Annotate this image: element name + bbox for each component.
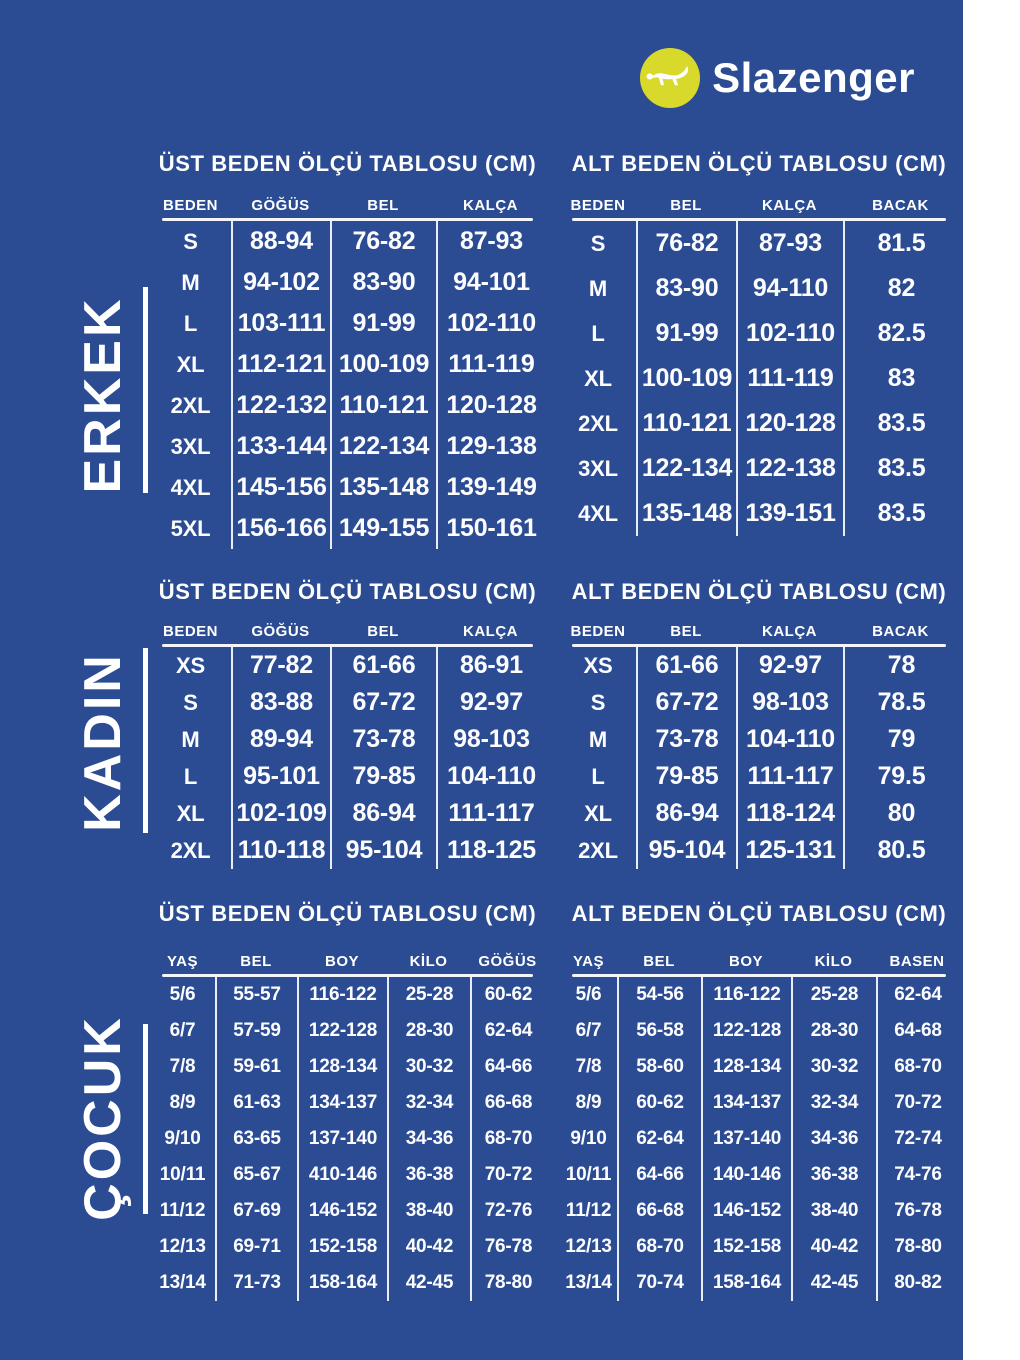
size-cell: M	[588, 726, 608, 752]
value-cell: 122-134	[636, 446, 736, 491]
size-cell: 2XL	[578, 410, 618, 436]
value-cell: 146-152	[701, 1193, 791, 1229]
table-title: ÜST BEDEN ÖLÇÜ TABLOSU (CM)	[158, 901, 537, 926]
value-cell: 32-34	[387, 1085, 470, 1121]
column-header: YAŞ	[573, 953, 604, 970]
value-cell: 102-110	[436, 303, 545, 344]
value-cell: 68-70	[470, 1121, 545, 1157]
value-cell: 102-109	[231, 795, 330, 832]
size-cell: 4XL	[578, 500, 618, 526]
size-cell: M	[181, 269, 200, 295]
value-cell: 57-59	[215, 1013, 297, 1049]
value-cell: 71-73	[215, 1265, 297, 1301]
table-body	[560, 221, 958, 536]
value-cell: 88-94	[231, 221, 330, 262]
column-header: BOY	[324, 953, 359, 970]
value-cell: 25-28	[387, 977, 470, 1013]
column-header: BEL	[367, 623, 399, 640]
column-header: BEDEN	[570, 197, 626, 214]
value-cell: 83	[843, 356, 958, 401]
column-header: KALÇA	[463, 197, 518, 214]
value-cell: 81.5	[843, 221, 958, 266]
value-cell: 134-137	[297, 1085, 387, 1121]
value-cell: 133-144	[231, 426, 330, 467]
value-cell: 110-118	[231, 832, 330, 869]
column-header: KALÇA	[463, 623, 518, 640]
value-cell: 120-128	[736, 401, 843, 446]
column-header: BEL	[367, 197, 399, 214]
section-label-bar-kadin	[143, 648, 148, 833]
value-cell: 111-119	[436, 344, 545, 385]
value-cell: 128-134	[701, 1049, 791, 1085]
value-cell: 72-76	[470, 1193, 545, 1229]
table-header-row	[560, 622, 958, 642]
table-body	[560, 977, 958, 1301]
value-cell: 137-140	[297, 1121, 387, 1157]
table-body	[560, 647, 958, 869]
value-cell: 98-103	[736, 684, 843, 721]
value-cell: 116-122	[297, 977, 387, 1013]
value-cell: 135-148	[636, 491, 736, 536]
value-cell: 149-155	[330, 508, 436, 549]
column-header: BACAK	[872, 197, 929, 214]
value-cell: 83.5	[843, 446, 958, 491]
section-label-erkek: ERKEK	[74, 296, 132, 494]
size-cell: 10/11	[565, 1164, 612, 1185]
value-cell: 102-110	[736, 311, 843, 356]
value-cell: 64-66	[470, 1049, 545, 1085]
column-header: BEL	[643, 953, 675, 970]
value-cell: 72-74	[876, 1121, 958, 1157]
value-cell: 70-74	[617, 1265, 701, 1301]
value-cell: 38-40	[791, 1193, 876, 1229]
size-cell: S	[590, 689, 606, 715]
table-header-row	[150, 952, 545, 972]
value-cell: 110-121	[330, 385, 436, 426]
value-cell: 68-70	[876, 1049, 958, 1085]
size-cell: 11/12	[565, 1200, 612, 1221]
value-cell: 80	[843, 795, 958, 832]
table-title: ÜST BEDEN ÖLÇÜ TABLOSU (CM)	[158, 151, 537, 176]
value-cell: 68-70	[617, 1229, 701, 1265]
value-cell: 54-56	[617, 977, 701, 1013]
value-cell: 30-32	[791, 1049, 876, 1085]
size-cell: XS	[176, 652, 205, 678]
value-cell: 76-78	[470, 1229, 545, 1265]
table-header-row	[560, 196, 958, 216]
size-cell: 10/11	[159, 1164, 206, 1185]
value-cell: 118-124	[736, 795, 843, 832]
value-cell: 120-128	[436, 385, 545, 426]
value-cell: 122-128	[297, 1013, 387, 1049]
table-body	[150, 647, 545, 869]
value-cell: 62-64	[876, 977, 958, 1013]
value-cell: 79-85	[330, 758, 436, 795]
value-cell: 103-111	[231, 303, 330, 344]
column-header: BASEN	[889, 953, 945, 970]
value-cell: 40-42	[387, 1229, 470, 1265]
slazenger-panther-icon	[640, 48, 700, 108]
value-cell: 129-138	[436, 426, 545, 467]
value-cell: 63-65	[215, 1121, 297, 1157]
table-body	[150, 977, 545, 1301]
value-cell: 61-66	[330, 647, 436, 684]
value-cell: 139-149	[436, 467, 545, 508]
value-cell: 410-146	[297, 1157, 387, 1193]
erkek-upper-size-table	[150, 150, 545, 549]
value-cell: 91-99	[330, 303, 436, 344]
table-header-row	[150, 622, 545, 642]
size-cell: XL	[176, 800, 205, 826]
column-header: BEL	[670, 623, 702, 640]
value-cell: 122-134	[330, 426, 436, 467]
value-cell: 60-62	[470, 977, 545, 1013]
value-cell: 158-164	[701, 1265, 791, 1301]
value-cell: 100-109	[636, 356, 736, 401]
size-cell: 7/8	[575, 1056, 602, 1077]
column-header: KALÇA	[762, 623, 817, 640]
table-header-row	[560, 952, 958, 972]
value-cell: 79.5	[843, 758, 958, 795]
size-cell: 6/7	[575, 1020, 602, 1041]
column-header: BEL	[670, 197, 702, 214]
value-cell: 100-109	[330, 344, 436, 385]
value-cell: 38-40	[387, 1193, 470, 1229]
value-cell: 122-128	[701, 1013, 791, 1049]
column-header: BEDEN	[162, 197, 218, 214]
table-title: ALT BEDEN ÖLÇÜ TABLOSU (CM)	[571, 151, 947, 176]
cocuk-lower-size-table	[560, 900, 958, 1301]
value-cell: 64-66	[617, 1157, 701, 1193]
section-label-bar-erkek	[143, 287, 148, 493]
value-cell: 74-76	[876, 1157, 958, 1193]
value-cell: 78-80	[470, 1265, 545, 1301]
value-cell: 30-32	[387, 1049, 470, 1085]
value-cell: 152-158	[701, 1229, 791, 1265]
value-cell: 78.5	[843, 684, 958, 721]
value-cell: 87-93	[436, 221, 545, 262]
size-cell: XL	[176, 351, 205, 377]
value-cell: 65-67	[215, 1157, 297, 1193]
value-cell: 104-110	[436, 758, 545, 795]
value-cell: 64-68	[876, 1013, 958, 1049]
size-cell: 13/14	[159, 1272, 206, 1293]
column-header: KİLO	[409, 953, 448, 970]
value-cell: 79-85	[636, 758, 736, 795]
value-cell: 76-82	[636, 221, 736, 266]
value-cell: 61-63	[215, 1085, 297, 1121]
size-cell: 4XL	[170, 474, 211, 500]
value-cell: 98-103	[436, 721, 545, 758]
size-cell: XS	[583, 652, 613, 678]
table-title: ÜST BEDEN ÖLÇÜ TABLOSU (CM)	[158, 579, 537, 604]
value-cell: 146-152	[297, 1193, 387, 1229]
value-cell: 34-36	[791, 1121, 876, 1157]
kadin-upper-size-table	[150, 578, 545, 869]
value-cell: 40-42	[791, 1229, 876, 1265]
brand-wordmark: Slazenger	[712, 54, 915, 101]
size-cell: 3XL	[578, 455, 618, 481]
size-cell: XL	[584, 800, 612, 826]
table-title: ALT BEDEN ÖLÇÜ TABLOSU (CM)	[571, 579, 947, 604]
value-cell: 94-101	[436, 262, 545, 303]
value-cell: 60-62	[617, 1085, 701, 1121]
value-cell: 94-110	[736, 266, 843, 311]
value-cell: 139-151	[736, 491, 843, 536]
value-cell: 112-121	[231, 344, 330, 385]
value-cell: 145-156	[231, 467, 330, 508]
value-cell: 78-80	[876, 1229, 958, 1265]
size-cell: 11/12	[159, 1200, 206, 1221]
value-cell: 34-36	[387, 1121, 470, 1157]
value-cell: 83-88	[231, 684, 330, 721]
value-cell: 61-66	[636, 647, 736, 684]
value-cell: 69-71	[215, 1229, 297, 1265]
value-cell: 83.5	[843, 491, 958, 536]
value-cell: 36-38	[791, 1157, 876, 1193]
column-header: BEDEN	[162, 623, 218, 640]
value-cell: 83.5	[843, 401, 958, 446]
column-header: KALÇA	[762, 197, 817, 214]
value-cell: 128-134	[297, 1049, 387, 1085]
value-cell: 79	[843, 721, 958, 758]
value-cell: 95-101	[231, 758, 330, 795]
brand-logo	[640, 48, 915, 108]
erkek-lower-size-table	[560, 150, 958, 536]
value-cell: 80.5	[843, 832, 958, 869]
value-cell: 95-104	[330, 832, 436, 869]
table-title: ALT BEDEN ÖLÇÜ TABLOSU (CM)	[571, 901, 947, 926]
value-cell: 118-125	[436, 832, 545, 869]
size-cell: 8/9	[575, 1092, 602, 1113]
size-cell: 2XL	[170, 392, 211, 418]
value-cell: 77-82	[231, 647, 330, 684]
size-cell: 2XL	[170, 837, 211, 863]
value-cell: 83-90	[636, 266, 736, 311]
size-cell: S	[183, 689, 198, 715]
section-label-bar-cocuk	[143, 1024, 148, 1214]
size-cell: M	[588, 275, 608, 301]
value-cell: 73-78	[330, 721, 436, 758]
size-cell: S	[183, 228, 198, 254]
section-label-cocuk: ÇOCUK	[74, 1015, 132, 1221]
value-cell: 80-82	[876, 1265, 958, 1301]
size-cell: XL	[584, 365, 612, 391]
size-cell: 7/8	[169, 1056, 196, 1077]
cocuk-upper-size-table	[150, 900, 545, 1301]
column-header: GÖĞÜS	[478, 953, 537, 970]
value-cell: 36-38	[387, 1157, 470, 1193]
size-cell: 13/14	[565, 1272, 612, 1293]
size-cell: 12/13	[159, 1236, 206, 1257]
value-cell: 86-91	[436, 647, 545, 684]
size-cell: 5/6	[575, 984, 602, 1005]
size-cell: 9/10	[570, 1128, 607, 1149]
value-cell: 156-166	[231, 508, 330, 549]
size-cell: M	[181, 726, 200, 752]
value-cell: 62-64	[470, 1013, 545, 1049]
size-cell: 5XL	[170, 515, 211, 541]
value-cell: 92-97	[736, 647, 843, 684]
size-cell: L	[183, 763, 198, 789]
value-cell: 125-131	[736, 832, 843, 869]
value-cell: 42-45	[791, 1265, 876, 1301]
value-cell: 70-72	[470, 1157, 545, 1193]
value-cell: 150-161	[436, 508, 545, 549]
value-cell: 67-69	[215, 1193, 297, 1229]
table-header-row	[150, 196, 545, 216]
value-cell: 58-60	[617, 1049, 701, 1085]
value-cell: 66-68	[470, 1085, 545, 1121]
value-cell: 25-28	[791, 977, 876, 1013]
size-cell: L	[183, 310, 198, 336]
column-header: BACAK	[872, 623, 929, 640]
value-cell: 78	[843, 647, 958, 684]
value-cell: 122-138	[736, 446, 843, 491]
value-cell: 92-97	[436, 684, 545, 721]
section-label-kadin: KADIN	[74, 652, 132, 832]
value-cell: 87-93	[736, 221, 843, 266]
value-cell: 140-146	[701, 1157, 791, 1193]
size-cell: 5/6	[169, 984, 196, 1005]
column-header: YAŞ	[167, 953, 198, 970]
value-cell: 134-137	[701, 1085, 791, 1121]
value-cell: 137-140	[701, 1121, 791, 1157]
table-body	[150, 221, 545, 549]
size-cell: 3XL	[170, 433, 211, 459]
value-cell: 32-34	[791, 1085, 876, 1121]
column-header: GÖĞÜS	[251, 197, 310, 214]
value-cell: 73-78	[636, 721, 736, 758]
column-header: GÖĞÜS	[251, 623, 310, 640]
value-cell: 82	[843, 266, 958, 311]
size-cell: S	[590, 230, 606, 256]
value-cell: 76-82	[330, 221, 436, 262]
size-cell: 2XL	[578, 837, 618, 863]
value-cell: 56-58	[617, 1013, 701, 1049]
value-cell: 94-102	[231, 262, 330, 303]
value-cell: 86-94	[330, 795, 436, 832]
value-cell: 42-45	[387, 1265, 470, 1301]
value-cell: 104-110	[736, 721, 843, 758]
size-cell: L	[591, 320, 605, 346]
column-header: BEDEN	[570, 623, 626, 640]
value-cell: 111-117	[736, 758, 843, 795]
value-cell: 91-99	[636, 311, 736, 356]
value-cell: 111-119	[736, 356, 843, 401]
value-cell: 95-104	[636, 832, 736, 869]
value-cell: 62-64	[617, 1121, 701, 1157]
value-cell: 110-121	[636, 401, 736, 446]
value-cell: 86-94	[636, 795, 736, 832]
value-cell: 66-68	[617, 1193, 701, 1229]
value-cell: 152-158	[297, 1229, 387, 1265]
value-cell: 135-148	[330, 467, 436, 508]
value-cell: 82.5	[843, 311, 958, 356]
value-cell: 59-61	[215, 1049, 297, 1085]
value-cell: 67-72	[330, 684, 436, 721]
value-cell: 89-94	[231, 721, 330, 758]
column-header: BOY	[728, 953, 763, 970]
value-cell: 76-78	[876, 1193, 958, 1229]
size-cell: 8/9	[169, 1092, 196, 1113]
value-cell: 111-117	[436, 795, 545, 832]
size-cell: 9/10	[164, 1128, 201, 1149]
value-cell: 70-72	[876, 1085, 958, 1121]
value-cell: 122-132	[231, 385, 330, 426]
value-cell: 28-30	[387, 1013, 470, 1049]
size-cell: L	[591, 763, 605, 789]
value-cell: 28-30	[791, 1013, 876, 1049]
value-cell: 67-72	[636, 684, 736, 721]
value-cell: 116-122	[701, 977, 791, 1013]
kadin-lower-size-table	[560, 578, 958, 869]
size-cell: 6/7	[169, 1020, 196, 1041]
column-header: KİLO	[814, 953, 853, 970]
value-cell: 158-164	[297, 1265, 387, 1301]
value-cell: 83-90	[330, 262, 436, 303]
column-header: BEL	[240, 953, 272, 970]
size-cell: 12/13	[565, 1236, 612, 1257]
value-cell: 55-57	[215, 977, 297, 1013]
